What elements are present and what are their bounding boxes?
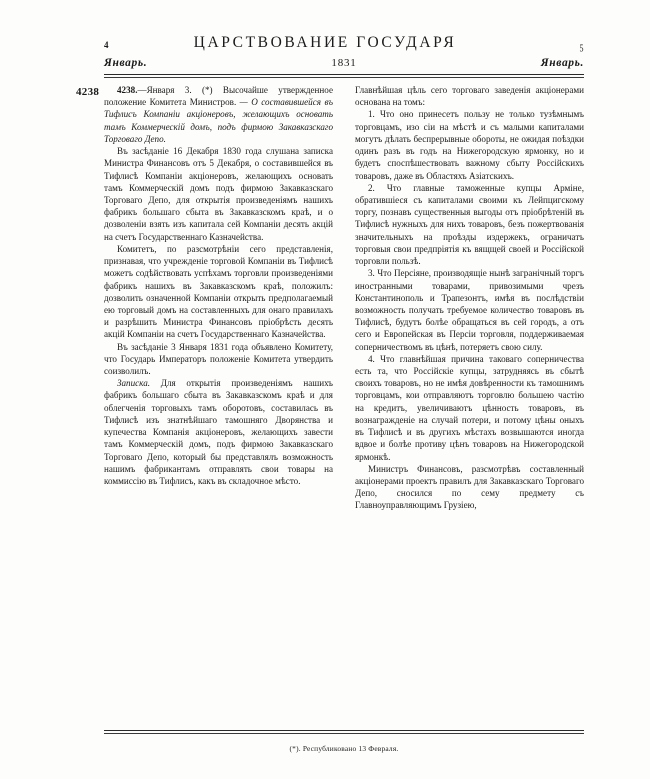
footnote-rule: [104, 730, 584, 731]
footnote-rule-thin: [104, 733, 584, 734]
page-number-left: 4: [104, 40, 109, 50]
right-column: [355, 84, 584, 512]
paragraph: 4. Что главнѣйшая причина таковаго соперничества есть та, что Россійскіе купцы, затрудняясь въ сбытѣ своихъ товаровъ, но не имѣя довѣренности къ тамошнимъ торговцамъ, кои отправляютъ торговлю большею частію на кредитъ, увеличиваютъ цѣнность товаровъ, въ вознагражденіе на случай потери, и потому цѣны оныхъ въ Тифлисѣ и въ другихъ мѣстахъ возвышаются иногда вдвое и болѣе противу цѣнъ товаровъ на Нижегородской ярмонкѣ.: [355, 353, 584, 462]
paragraph: 1. Что оно принесетъ пользу не только тузѣмнымъ торговцамъ, изо сіи на мѣстѣ и съ малыми капиталами могутъ дѣлать беспрерывные обороты, не ожидая поѣздки одинъ разъ въ годъ на Нижегородскую ярмонку, но и будетъ споспѣшествовать важному сбыту Россійскихъ товаровъ, даже въ Областяхъ Азіатскихъ.: [355, 109, 584, 181]
paragraph: Министръ Финансовъ, разсмотрѣвъ составленный акціонерами проектъ правилъ для Закавказскаго Торговаго Депо, сносился по сему предмету съ Главноуправляющимъ Грузіею,: [355, 463, 584, 511]
paragraph: Въ засѣданіе 3 Января 1831 года объявлено Комитету, что Государь Императоръ положеніе Комитета утвердить соизволилъ.: [104, 341, 333, 377]
paragraph: Въ засѣданіе 16 Декабря 1830 года слушана записка Министра Финансовъ отъ 5 Декабря, о составившейся въ Тифлисѣ Компаніи акціонеровъ, желающихъ основать тамъ Коммерческій домъ подъ фирмою Закавказскаго Торговаго Депо, для открытія произведеніямъ нашихъ фабрикъ большаго сбыта въ Закавказскомъ краѣ, и о дозволеніи взять изъ капитала сей Компаніи десять акцій на счетъ Государственнаго Казначейства.: [104, 146, 333, 242]
paragraph: Комитетъ, по разсмотрѣніи сего представленія, признавая, что учрежденіе торговой Компаніи въ Тифлисѣ можетъ содѣйствовать успѣхамъ торговли произведеніями фабрикъ нашихъ въ Закавказскомъ краѣ, положилъ: дозволить означенной Компаніи открыть предполагаемый ею торговый домъ на составленныхъ для онаго правилахъ и разрѣшить Министра Финансовъ пріобрѣсть десять акцій Компаніи на счетъ Государственнаго Казначейства.: [104, 243, 333, 340]
body-columns: [104, 84, 584, 512]
header-rule: [104, 74, 584, 75]
running-head-month-left: Январь.: [104, 57, 148, 69]
running-head-month-right: Январь.: [540, 57, 584, 69]
running-head: [104, 57, 584, 69]
page-number-right: 5: [579, 42, 584, 55]
footnote-text: (*). Республиковано 13 Февраля.: [289, 744, 399, 753]
margin-article-number: 4238: [76, 86, 100, 98]
running-head-year: 1831: [331, 57, 357, 69]
header-rule-thin: [104, 77, 584, 78]
left-column: [104, 84, 333, 512]
article-heading-paragraph: 4238.—Января 3. (*) Высочайше утвержденное положение Комитета Министров. — О составившейся въ Тифлисъ Компаніи акціонеровъ, желающихъ основать тамъ Коммерческій домъ, подъ фирмою Закавказскаго Торговаго Депо.: [104, 85, 333, 144]
page-title: ЦАРСТВОВАНИЕ ГОСУДАРЯ: [193, 34, 457, 51]
paragraph: Записка. Для открытія произведеніямъ нашихъ фабрикъ большаго сбыта въ Закавказскомъ краѣ и для облегченія торговыхъ тамъ оборотовъ, составилась въ Тифлисѣ изъ знатнѣйшаго тамошняго Дворянства и купечества Компанія акціонеровъ, желающихъ завести тамъ Коммерческій домъ, подъ фирмою Закавказскаго Торговаго Депо, который бы представлялъ возможность нашимъ фабрикантамъ отправлять свои товары на коммиссію въ Тифлисъ, какъ въ складочное мѣсто.: [104, 378, 333, 486]
paragraph: 3. Что Персіяне, производящіе нынѣ загранічный торгъ иностранными товарами, привозимыми чрезъ Константинополь и Трапезонтъ, имѣя въ послѣдствіи возможность получать требуемое количество товаровъ въ Тифлисѣ, будутъ болѣе обращаться въ сей городъ, а отъ сего и Европейская въ Персіи торговля, поддерживаемая соперничествомъ въ цѣнѣ, потеряетъ свою силу.: [355, 268, 584, 352]
paragraph: 2. Что главные таможенные купцы Арміне, обратившіеся съ капиталами своими къ Лейпцигскому торгу, познавъ существенныя выгоды отъ пріобрѣтеній въ Тифлисѣ нужныхъ для нихъ товаровъ, безъ пожертвованія значительныхъ на проѣзды издержекъ, ограничатъ торговыя свои предпріятія къ вящщей своей и Россійской торговли пользѣ.: [355, 182, 584, 267]
paragraph: Главнѣйшая цѣль сего торговаго заведенія акціонерами основана на томъ:: [355, 85, 584, 108]
